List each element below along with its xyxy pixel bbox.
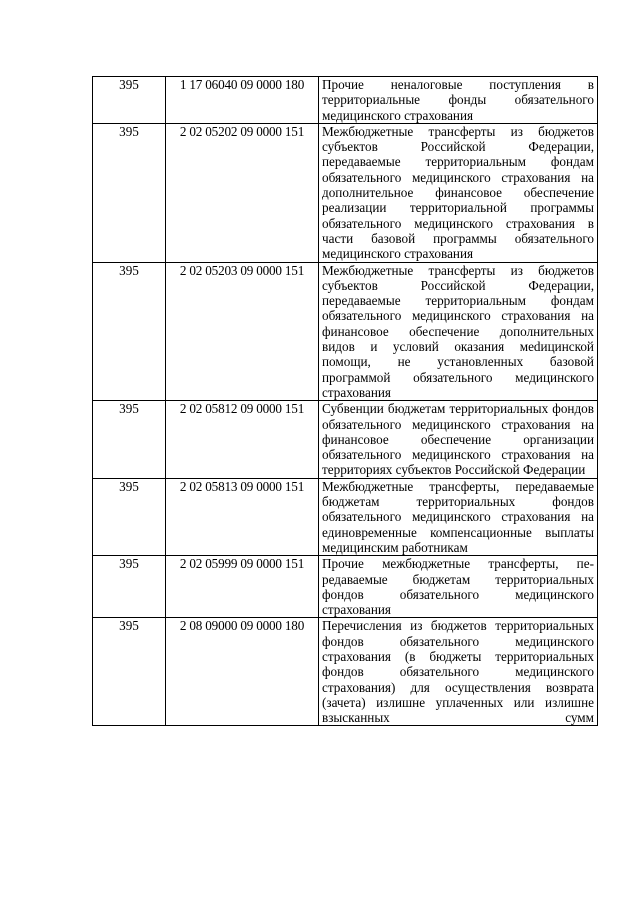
- table-row: [93, 262, 598, 401]
- budget-code-cell: 1 17 06040 09 0000 180: [166, 77, 319, 124]
- budget-code-cell: 2 02 05812 09 0000 151: [166, 401, 319, 478]
- admin-code-cell: 395: [93, 123, 166, 262]
- admin-code-cell: 395: [93, 618, 166, 726]
- admin-code-cell: 395: [93, 478, 166, 555]
- table-row: [93, 77, 598, 124]
- budget-code-cell: 2 02 05203 09 0000 151: [166, 262, 319, 401]
- income-name-cell: Межбюджетные трансферты из бюджетов субъектов Российской Федерации, передаваемые территориальным фондам обязательного медицинского страхования на дополнительное финансовое обеспечение реализации территориальной программы обязательного медицинского страхования в части базовой программы обязательного медицинского страхования: [319, 123, 598, 262]
- admin-code-cell: 395: [93, 401, 166, 478]
- income-name-cell: Прочие межбюджетные трансферты, передаваемые бюджетам территориальных фондов обязательного медицинского страхования: [319, 556, 598, 618]
- budget-classification-table: [92, 76, 598, 726]
- budget-code-cell: 2 02 05813 09 0000 151: [166, 478, 319, 555]
- table-row: [93, 556, 598, 618]
- table-row: [93, 123, 598, 262]
- table-row: [93, 618, 598, 726]
- budget-code-cell: 2 02 05999 09 0000 151: [166, 556, 319, 618]
- income-name-cell: Межбюджетные трансферты из бюджетов субъектов Российской Федерации, передаваемые территориальным фондам обязательного медицинского страхования на финансовое обеспечение дополнительных видов и условий оказания меdицинской помощи, не установленных базовой программой обязательного медицинского страхования: [319, 262, 598, 401]
- income-name-cell: Межбюджетные трансферты, передаваемые бюджетам территориальных фондов обязательного медицинского страхования на единовременные компенсационные выплаты медицинским работникам: [319, 478, 598, 555]
- income-name-cell: Прочие неналоговые поступления в территориальные фонды обязательного медицинского страхования: [319, 77, 598, 124]
- admin-code-cell: 395: [93, 77, 166, 124]
- budget-code-cell: 2 02 05202 09 0000 151: [166, 123, 319, 262]
- income-name-cell: Перечисления из бюджетов территориальных фондов обязательного медицинского страхования (в бюджеты территориальных фондов обязательного медицинского страхования) для осуществления возврата (зачета) излишне уплаченных или излишне взысканных сумм: [319, 618, 598, 726]
- admin-code-cell: 395: [93, 556, 166, 618]
- table-row: [93, 478, 598, 555]
- table-row: [93, 401, 598, 478]
- budget-code-cell: 2 08 09000 09 0000 180: [166, 618, 319, 726]
- income-name-cell: Субвенции бюджетам территориальных фондов обязательного медицинского страхования на финансовое обеспечение организации обязательного медицинского страхования на территориях субъектов Российской Федерации: [319, 401, 598, 478]
- admin-code-cell: 395: [93, 262, 166, 401]
